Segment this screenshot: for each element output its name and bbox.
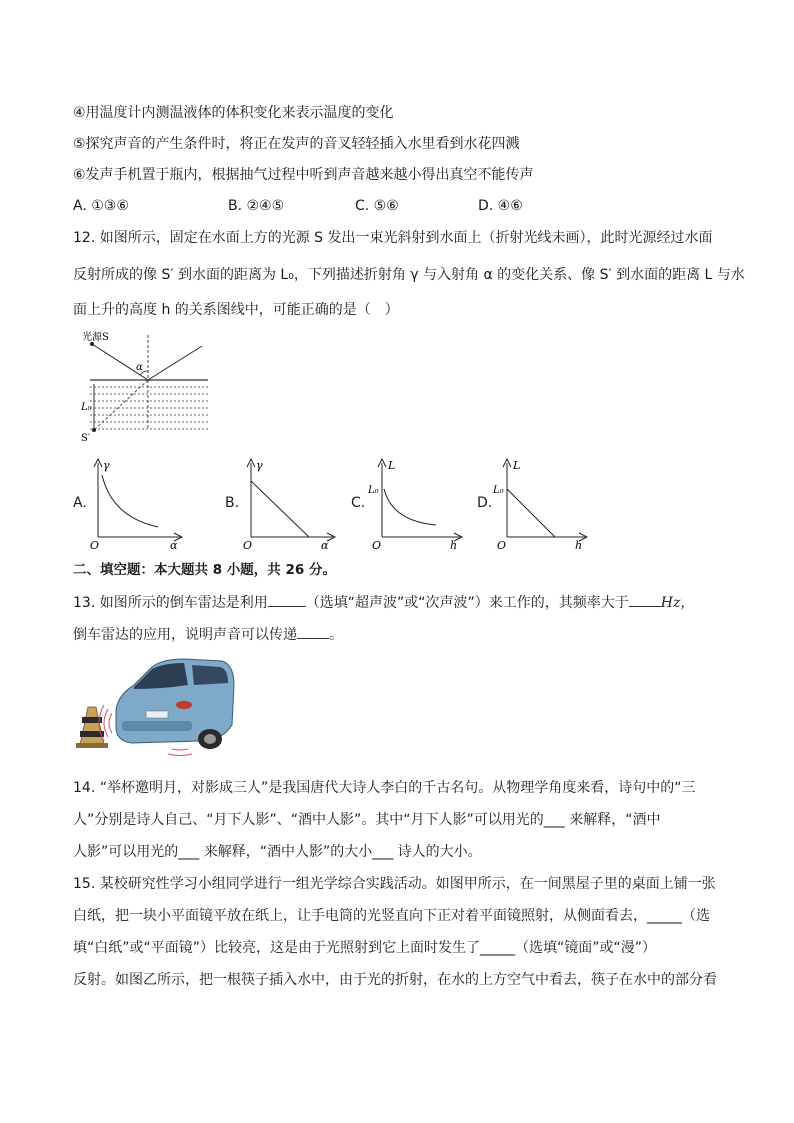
graph-b-x-label: α bbox=[321, 539, 329, 552]
graph-c-x-label: h bbox=[450, 539, 458, 552]
traffic-cone bbox=[76, 707, 108, 748]
virtual-ray bbox=[94, 380, 148, 430]
statement-4: ④用温度计内测温液体的体积变化来表示温度的变化 bbox=[73, 105, 394, 121]
graph-d-option: D. bbox=[477, 495, 493, 511]
water-lines bbox=[90, 380, 208, 429]
graph-d-y-label: L bbox=[513, 459, 521, 472]
choice-c: C. ⑤⑥ bbox=[355, 198, 399, 214]
graph-b bbox=[243, 455, 343, 550]
graph-c-origin: O bbox=[372, 539, 382, 552]
q14-line-3: 人影”可以用光的___ 来解释，“酒中人影”的大小___ 诗人的大小。 bbox=[73, 844, 482, 860]
car-taillight bbox=[176, 701, 192, 709]
graph-b-y-label: γ bbox=[256, 459, 263, 472]
q12-line-3: 面上升的高度 h 的关系图线中，可能正确的是（ ） bbox=[73, 302, 399, 318]
q13-line-2 bbox=[73, 624, 343, 645]
q14-line-1: 14. “举杯邀明月，对影成三人”是我国唐代大诗人李白的千古名句。从物理学角度来看，诗句中的“三 bbox=[73, 780, 696, 796]
q15-line-3: 填“白纸”或“平面镜”）比较亮，这是由于光照射到它上面时发生了_____（选填“镜面”或“漫”） bbox=[73, 940, 657, 956]
q13-blank-3[interactable] bbox=[297, 624, 329, 639]
graph-a bbox=[90, 455, 190, 550]
graph-c bbox=[370, 455, 470, 550]
graph-c-curve bbox=[384, 489, 436, 525]
car-rear-window bbox=[134, 663, 188, 689]
graph-a-y-label: γ bbox=[103, 459, 110, 472]
graph-d-line bbox=[507, 489, 555, 537]
statement-5: ⑤探究声音的产生条件时，将正在发声的音叉轻轻插入水里看到水花四溅 bbox=[73, 136, 520, 152]
q15-line-2: 白纸，把一块小平面镜平放在纸上，让手电筒的光竖直向下正对着平面镜照射，从侧面看去，_____（选 bbox=[73, 908, 710, 924]
q15-line-1: 15. 某校研究性学习小组同学进行一组光学综合实践活动。如图甲所示，在一间黑屋子里的桌面上铺一张 bbox=[73, 876, 716, 892]
q13-blank-2[interactable] bbox=[629, 592, 661, 607]
q11-choices bbox=[73, 198, 673, 218]
car-illustration bbox=[72, 655, 237, 755]
graph-d-x-label: h bbox=[575, 539, 583, 552]
choice-a: A. ①③⑥ bbox=[73, 198, 129, 214]
q14-line-2: 人”分别是诗人自己、“月下人影”、“酒中人影”。其中“月下人影”可以用光的___ 来解释，“酒中 bbox=[73, 812, 661, 828]
graph-c-l0: L₀ bbox=[368, 485, 379, 496]
section-heading: 二、填空题：本大题共 8 小题，共 26 分。 bbox=[73, 562, 336, 578]
graph-b-origin: O bbox=[243, 539, 253, 552]
graph-a-curve bbox=[102, 475, 158, 527]
car-bumper bbox=[122, 721, 192, 731]
graph-a-x-label: α bbox=[170, 539, 178, 552]
q13-line-1 bbox=[73, 592, 694, 613]
choice-d: D. ④⑥ bbox=[478, 198, 523, 214]
l0-label: L₀ bbox=[81, 402, 92, 413]
image-label: S′ bbox=[81, 433, 91, 444]
image-point bbox=[92, 428, 96, 432]
q13-text-b: （选填“超声波”或“次声波”）来工作的，其频率大于 bbox=[305, 595, 629, 611]
graph-b-option: B. bbox=[225, 495, 240, 511]
graph-a-origin: O bbox=[90, 539, 100, 552]
graph-a-option: A. bbox=[73, 495, 87, 511]
q13-text-c: 倒车雷达的应用，说明声音可以传递 bbox=[73, 627, 297, 643]
q12-line-2: 反射所成的像 S′ 到水面的距离为 L₀，下列描述折射角 γ 与入射角 α 的变化关系、像 S′ 到水面的距离 L 与水 bbox=[73, 267, 745, 283]
q12-line-1: 12. 如图所示，固定在水面上方的光源 S 发出一束光斜射到水面上（折射光线未画），此时光源经过水面 bbox=[73, 230, 713, 246]
car-plate bbox=[146, 711, 168, 718]
graph-b-line bbox=[251, 481, 309, 537]
alpha-label: α bbox=[136, 362, 143, 373]
q12-light-figure bbox=[78, 330, 218, 445]
graph-c-y-label: L bbox=[388, 459, 396, 472]
q15-line-4: 反射。如图乙所示，把一根筷子插入水中，由于光的折射，在水的上方空气中看去，筷子在水中的部分看 bbox=[73, 972, 717, 988]
statement-6: ⑥发声手机置于瓶内，根据抽气过程中听到声音越来越小得出真空不能传声 bbox=[73, 167, 534, 183]
source-label: 光源S bbox=[82, 332, 109, 343]
choice-b: B. ②④⑤ bbox=[228, 198, 285, 214]
reflected-ray bbox=[148, 346, 202, 380]
q13-unit: Hz， bbox=[660, 595, 695, 611]
q13-blank-1[interactable] bbox=[268, 592, 306, 607]
q13-text-d: 。 bbox=[329, 627, 343, 643]
graph-d-origin: O bbox=[497, 539, 507, 552]
graph-d bbox=[495, 455, 595, 550]
graph-d-l0: L₀ bbox=[493, 485, 504, 496]
graph-c-option: C. bbox=[351, 495, 366, 511]
q13-text-a: 13. 如图所示的倒车雷达是利用 bbox=[73, 595, 268, 611]
